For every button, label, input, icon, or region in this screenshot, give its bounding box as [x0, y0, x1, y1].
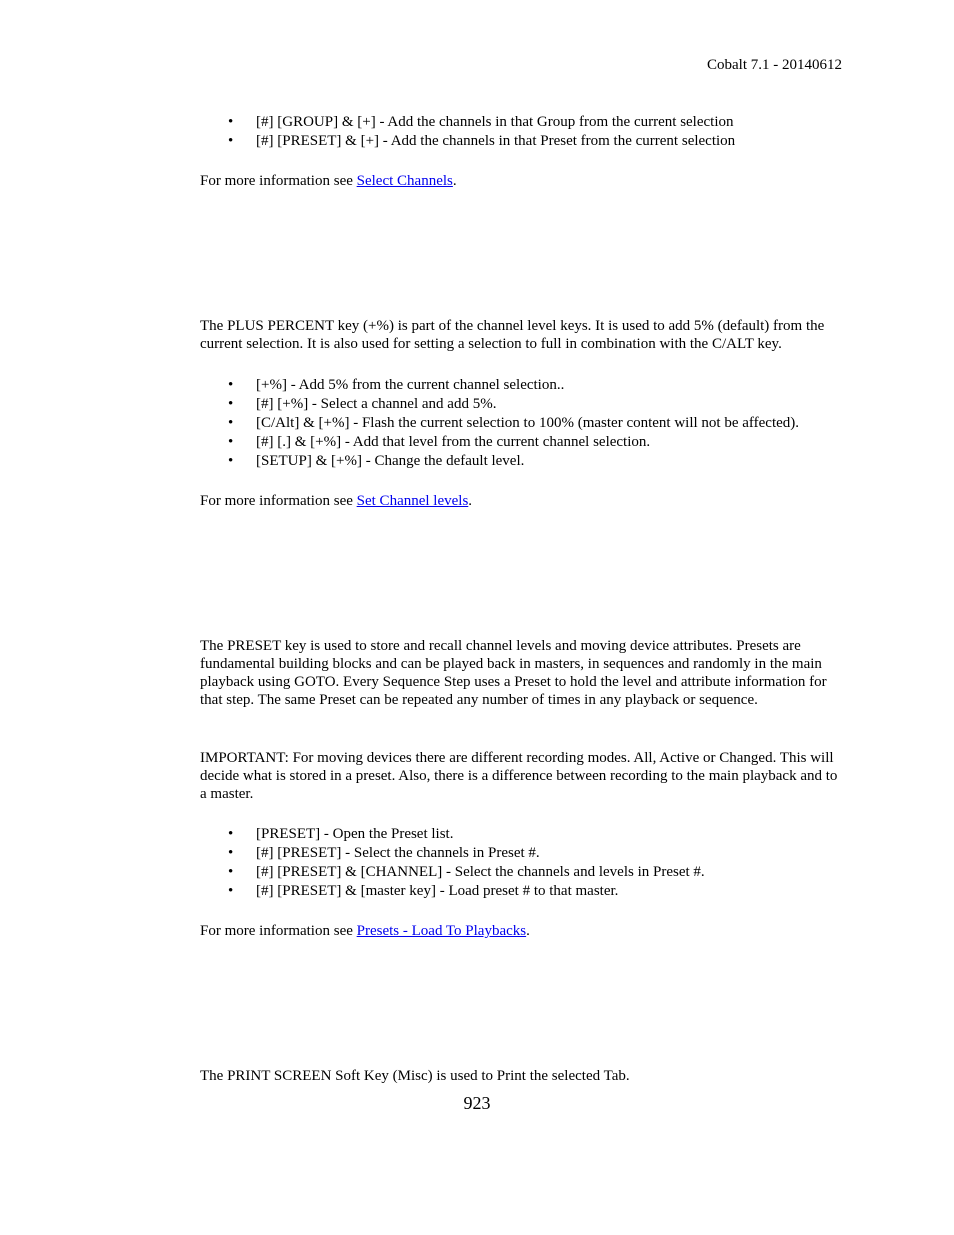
- list-item-text: [SETUP] & [+%] - Change the default level.: [256, 453, 525, 469]
- list-item-text: [#] [GROUP] & [+] - Add the channels in that Group from the current selection: [256, 114, 734, 130]
- presets-load-to-playbacks-link[interactable]: Presets - Load To Playbacks: [356, 923, 527, 939]
- preset-bullet-list: [200, 825, 840, 901]
- group-preset-bullet-list: [200, 113, 840, 151]
- list-item: [200, 452, 840, 471]
- bullet-icon: •: [228, 133, 234, 149]
- list-item: [200, 844, 840, 863]
- bullet-icon: •: [228, 883, 234, 899]
- list-item: [200, 825, 840, 844]
- list-item: [200, 882, 840, 901]
- bullet-icon: •: [228, 845, 234, 861]
- page-number: 923: [463, 1093, 491, 1113]
- plus-percent-bullet-list: [200, 376, 840, 471]
- more-info-suffix: .: [452, 173, 457, 189]
- bullet-icon: •: [228, 396, 234, 412]
- list-item: [200, 433, 840, 452]
- list-item: [200, 113, 840, 132]
- list-item-text: [#] [PRESET] & [+] - Add the channels in that Preset from the current selection: [256, 133, 736, 149]
- document-header: Cobalt 7.1 - 20140612: [707, 57, 842, 73]
- paragraph: The PRINT SCREEN Soft Key (Misc) is used to Print the selected Tab.: [200, 1068, 630, 1084]
- list-item-text: [#] [PRESET] & [master key] - Load preset # to that master.: [256, 883, 619, 899]
- bullet-icon: •: [228, 114, 234, 130]
- list-item-text: [#] [PRESET] - Select the channels in Preset #.: [256, 845, 540, 861]
- set-channel-levels-link[interactable]: Set Channel levels: [356, 493, 469, 509]
- bullet-icon: •: [228, 415, 234, 431]
- list-item-text: [+%] - Add 5% from the current channel selection..: [256, 377, 565, 393]
- print-screen-description: [200, 1067, 840, 1085]
- paragraph: The PRESET key is used to store and recall channel levels and moving device attributes. Presets are fundamental building blocks and can be played back in masters, in sequences and randomly in the main playback using GOTO. Every Sequence Step uses a Preset to hold the level and attribute information for that step. The same Preset can be repeated any number of times in any playback or sequence.: [200, 638, 827, 708]
- bullet-icon: •: [228, 826, 234, 842]
- bullet-icon: •: [228, 377, 234, 393]
- more-info-suffix: .: [526, 923, 530, 939]
- more-info-prefix: For more information see: [200, 923, 357, 939]
- list-item-text: [PRESET] - Open the Preset list.: [256, 826, 454, 842]
- more-info-select-channels: [200, 172, 840, 190]
- list-item-text: [#] [.] & [+%] - Add that level from the current channel selection.: [256, 434, 651, 450]
- bullet-icon: •: [228, 864, 234, 880]
- bullet-icon: •: [228, 434, 234, 450]
- list-item-text: [#] [+%] - Select a channel and add 5%.: [256, 396, 497, 412]
- preset-description: [200, 637, 840, 709]
- list-item: [200, 863, 840, 882]
- more-info-presets-load: [200, 922, 840, 940]
- bullet-icon: •: [228, 453, 234, 469]
- more-info-prefix: For more information see: [200, 493, 357, 509]
- list-item-text: [#] [PRESET] & [CHANNEL] - Select the channels and levels in Preset #.: [256, 864, 705, 880]
- list-item-text: [C/Alt] & [+%] - Flash the current selection to 100% (master content will not be affected).: [256, 415, 800, 431]
- more-info-suffix: .: [468, 493, 473, 509]
- list-item: [200, 132, 840, 151]
- list-item: [200, 414, 840, 433]
- plus-percent-description: [200, 317, 840, 353]
- select-channels-link[interactable]: Select Channels: [356, 173, 453, 189]
- list-item: [200, 395, 840, 414]
- list-item: [200, 376, 840, 395]
- more-info-prefix: For more information see: [200, 173, 357, 189]
- paragraph: The PLUS PERCENT key (+%) is part of the channel level keys. It is used to add 5% (default) from the current selection. It is also used for setting a selection to full in combination with the C/ALT key.: [200, 318, 825, 352]
- preset-important-note: [200, 749, 840, 803]
- more-info-set-channel-levels: [200, 492, 840, 510]
- paragraph: IMPORTANT: For moving devices there are different recording modes. All, Active or Changed. This will decide what is stored in a preset. Also, there is a difference between recording to the main playback and to a master.: [200, 750, 838, 802]
